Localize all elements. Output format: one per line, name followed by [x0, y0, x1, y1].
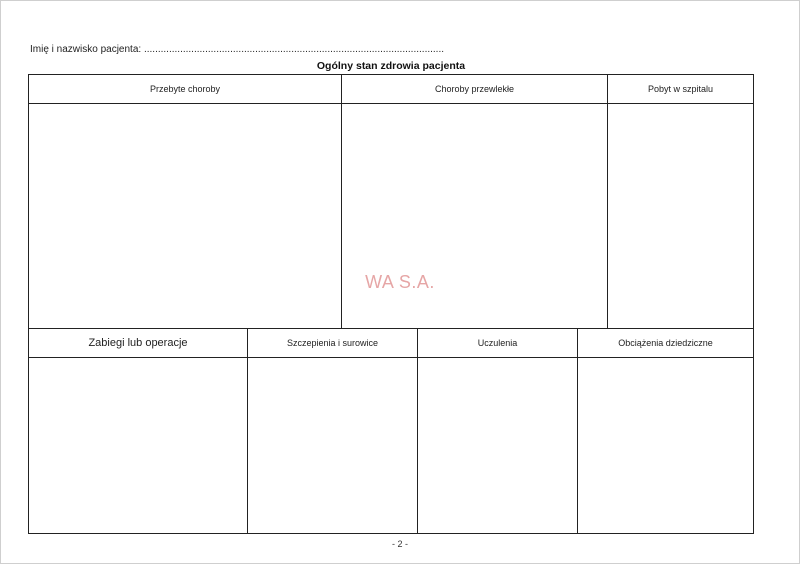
field-szczepienia-i-surowice[interactable]: [248, 358, 418, 533]
form-title: Ogólny stan zdrowia pacjenta: [316, 60, 466, 72]
field-przebyte-choroby[interactable]: [29, 104, 342, 329]
header-pobyt-w-szpitalu: Pobyt w szpitalu: [608, 75, 753, 104]
field-zabiegi-lub-operacje[interactable]: [29, 358, 248, 533]
table-body-row-2: [29, 358, 753, 533]
patient-name-dots: ............................................................................................................: [143, 44, 445, 55]
field-obciazenia-dziedziczne[interactable]: [578, 358, 753, 533]
patient-name-label: Imię i nazwisko pacjenta:: [30, 44, 142, 55]
health-status-table: [28, 74, 754, 534]
watermark: WA S.A.: [365, 272, 435, 292]
header-szczepienia-i-surowice: Szczepienia i surowice: [248, 329, 418, 358]
field-choroby-przewlekle[interactable]: [342, 104, 608, 329]
header-obciazenia-dziedziczne: Obciążenia dziedziczne: [578, 329, 753, 358]
field-uczulenia[interactable]: [418, 358, 578, 533]
patient-name-line: [30, 44, 444, 55]
table-header-row-2: [29, 329, 753, 358]
header-przebyte-choroby: Przebyte choroby: [29, 75, 342, 104]
table-body-row-1: [29, 104, 753, 329]
page-number: - 2 -: [391, 539, 408, 549]
header-zabiegi-lub-operacje: Zabiegi lub operacje: [29, 329, 248, 358]
field-pobyt-w-szpitalu[interactable]: [608, 104, 753, 329]
header-uczulenia: Uczulenia: [418, 329, 578, 358]
table-header-row-1: [29, 75, 753, 104]
header-choroby-przewlekle: Choroby przewlekłe: [342, 75, 608, 104]
